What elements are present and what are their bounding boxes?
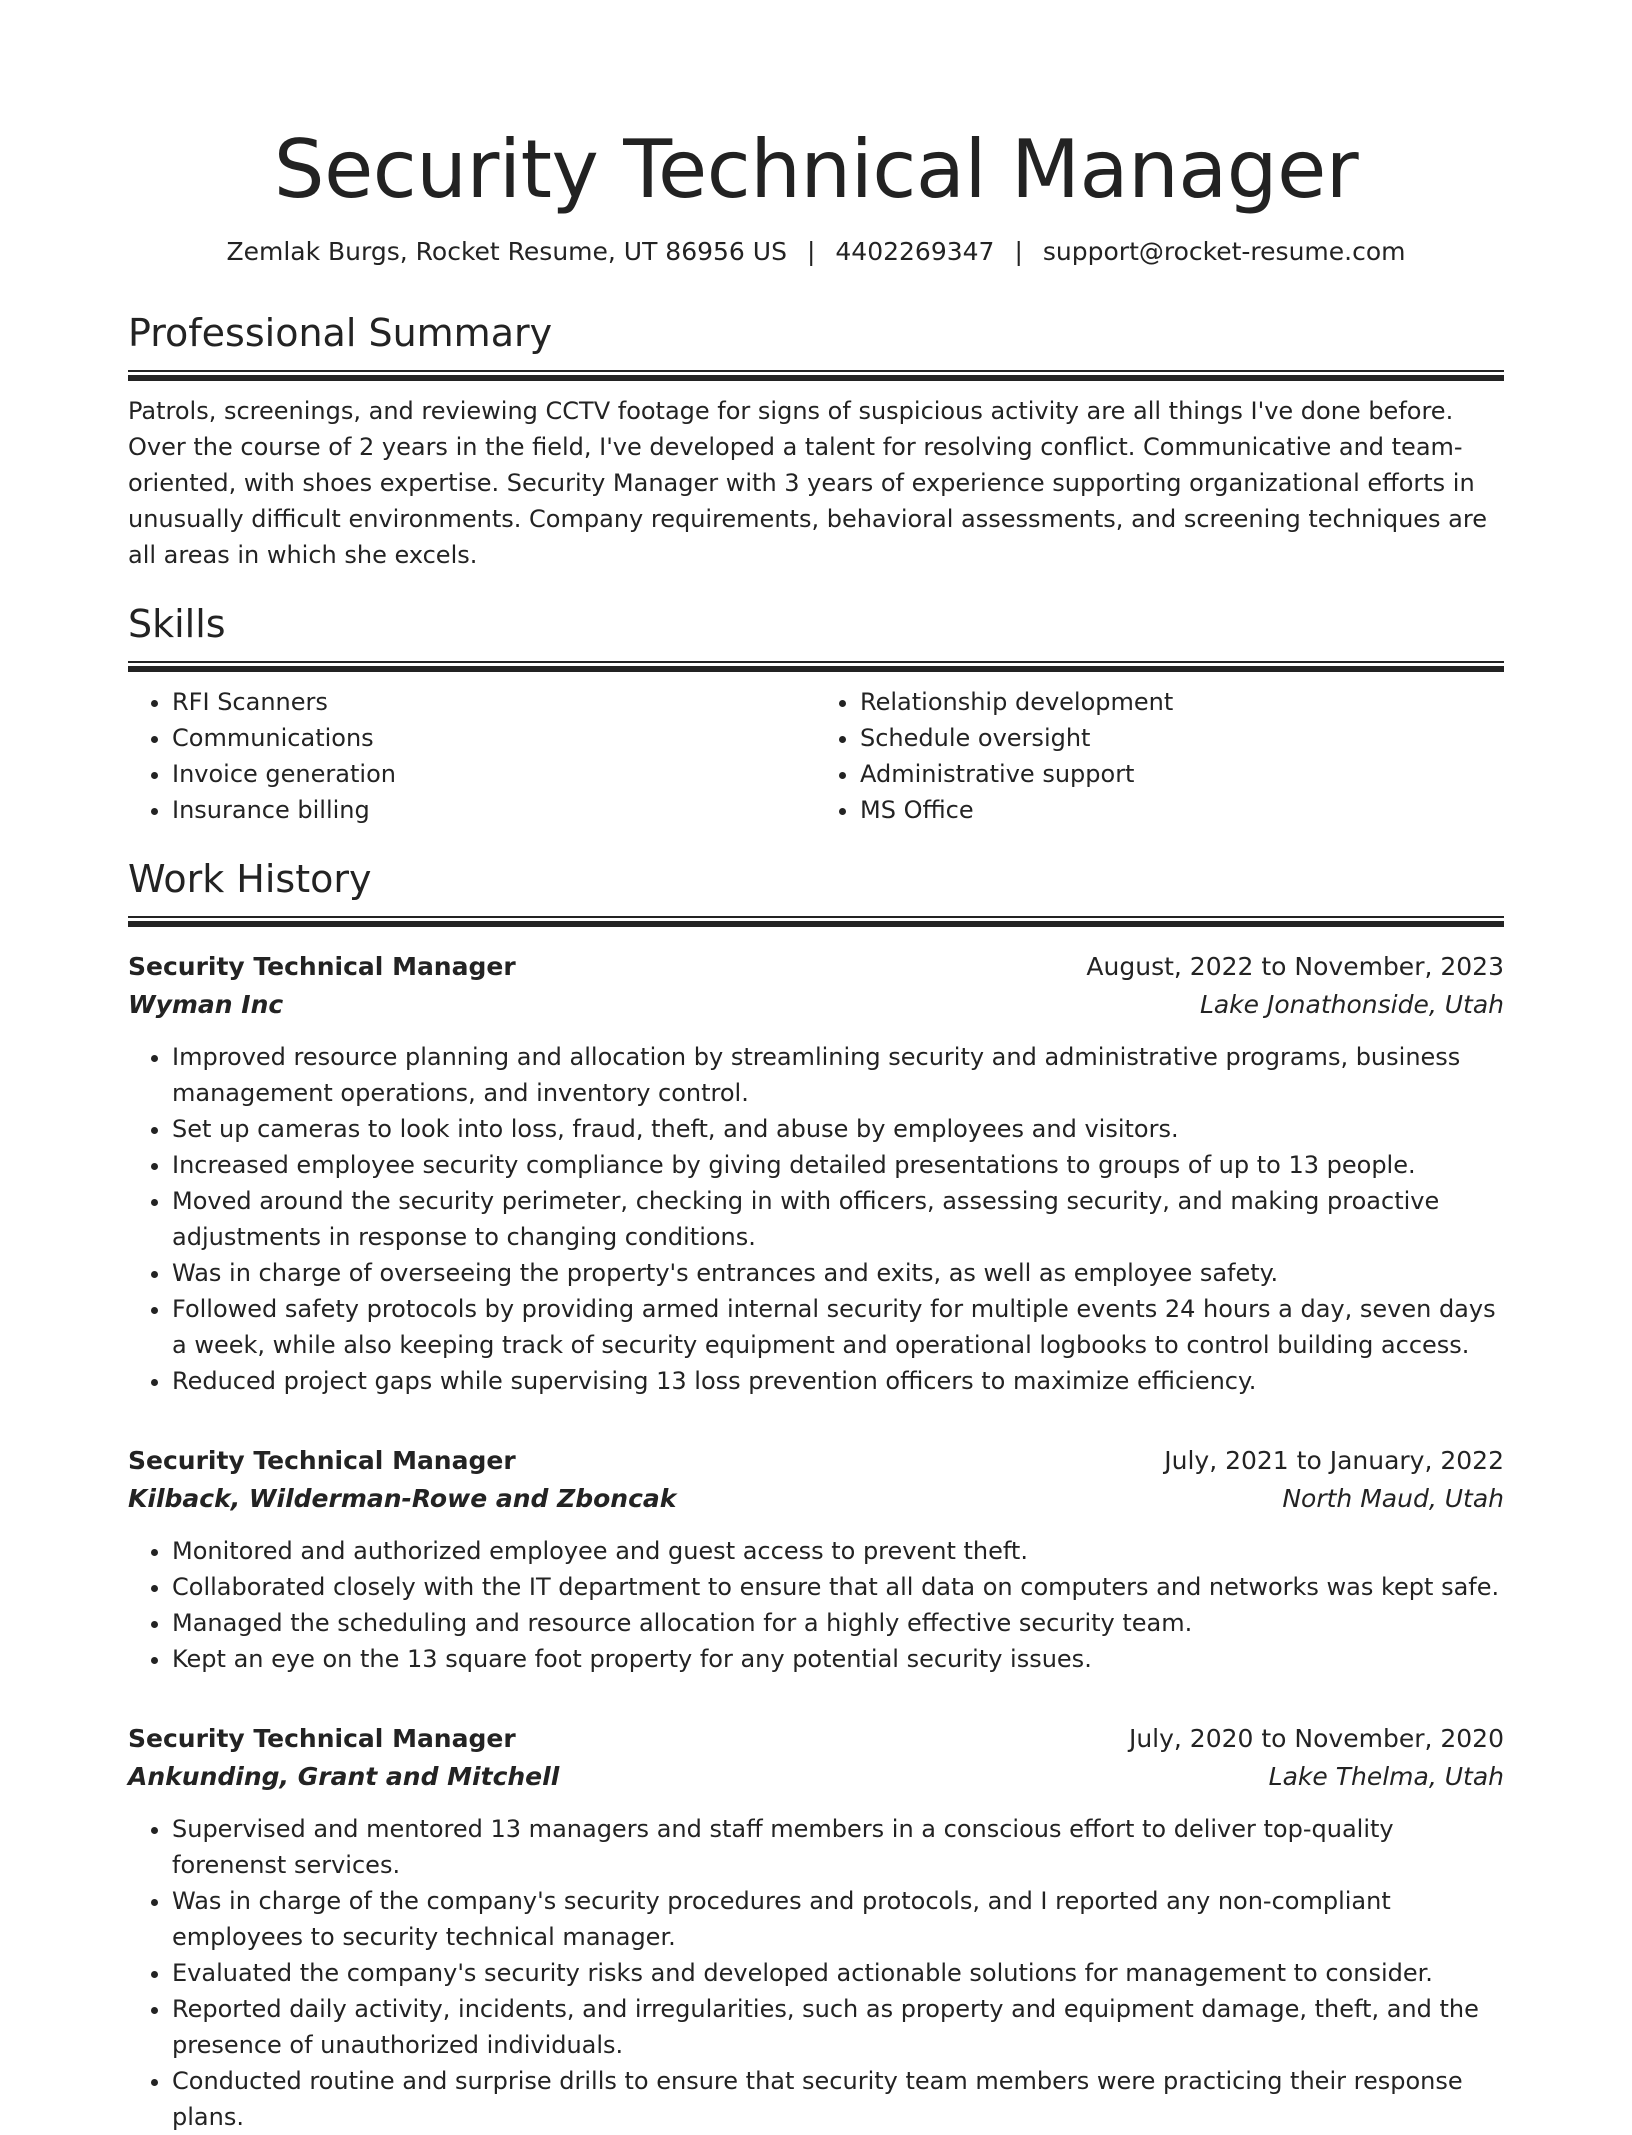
job-bullets <box>128 1811 1504 2135</box>
job-location: Lake Jonathonside, Utah <box>1199 990 1504 1019</box>
job-bullets <box>128 1039 1504 1399</box>
job-bullet: • Improved resource planning and allocation by streamlining security and administrative programs, business management operations, and inventory control. <box>172 1039 1504 1111</box>
job-bullet: • Was in charge of overseeing the property's entrances and exits, as well as employee safety. <box>172 1255 1504 1291</box>
contact-email: support@rocket-resume.com <box>1042 237 1406 266</box>
section-divider <box>128 916 1504 927</box>
skill-item: • Relationship development <box>860 684 1504 720</box>
job-bullet: • Was in charge of the company's security procedures and protocols, and I reported any non-compliant employees to security technical manager. <box>172 1883 1504 1955</box>
job-dates: August, 2022 to November, 2023 <box>1086 952 1504 981</box>
contact-separator: | <box>1014 237 1023 266</box>
skills-column-left <box>128 684 816 828</box>
page-title: Security Technical Manager <box>273 123 1359 216</box>
skill-item: • Invoice generation <box>172 756 816 792</box>
job-entry <box>128 1721 1504 2135</box>
skill-item: • Administrative support <box>860 756 1504 792</box>
summary-text: Patrols, screenings, and reviewing CCTV footage for signs of suspicious activity are all things I've done before. Over the course of 2 years in the field, I've developed a talent for resolving conflict. Communicative and team-oriented, with shoes expertise. Security Manager with 3 years of experience supporting organizational efforts in unusually difficult environments. Company requirements, behavioral assessments, and screening techniques are all areas in which she excels. <box>128 397 1487 569</box>
job-location: North Maud, Utah <box>1282 1484 1504 1513</box>
job-bullet: • Evaluated the company's security risks and developed actionable solutions for management to consider. <box>172 1955 1504 1991</box>
job-company: Wyman Inc <box>128 990 284 1019</box>
job-bullets <box>128 1533 1504 1677</box>
job-location: Lake Thelma, Utah <box>1268 1762 1504 1791</box>
job-title: Security Technical Manager <box>128 1446 516 1475</box>
job-subheader <box>128 985 1504 1025</box>
job-dates: July, 2020 to November, 2020 <box>1128 1724 1504 1753</box>
skills-section <box>128 601 1504 828</box>
job-bullet: • Followed safety protocols by providing armed internal security for multiple events 24 hours a day, seven days a week, while also keeping track of security equipment and operational logbooks to control building access. <box>172 1291 1504 1363</box>
section-title-skills: Skills <box>128 602 226 646</box>
section-divider <box>128 661 1504 672</box>
job-bullet: • Moved around the security perimeter, checking in with officers, assessing security, and making proactive adjustments in response to changing conditions. <box>172 1183 1504 1255</box>
job-bullet: • Managed the scheduling and resource allocation for a highly effective security team. <box>172 1605 1504 1641</box>
job-bullet: • Conducted routine and surprise drills to ensure that security team members were practicing their response plans. <box>172 2063 1504 2135</box>
job-entry <box>128 949 1504 1399</box>
job-header <box>128 1721 1504 1757</box>
skill-item: • RFI Scanners <box>172 684 816 720</box>
contact-address: Zemlak Burgs, Rocket Resume, UT 86956 US <box>226 237 787 266</box>
section-title-summary: Professional Summary <box>128 311 553 355</box>
contact-phone: 4402269347 <box>835 237 995 266</box>
job-subheader <box>128 1757 1504 1797</box>
professional-summary-section <box>128 310 1504 573</box>
job-title: Security Technical Manager <box>128 1724 516 1753</box>
resume-header <box>128 0 1504 268</box>
job-bullet: • Reduced project gaps while supervising 13 loss prevention officers to maximize efficiency. <box>172 1363 1504 1399</box>
skill-item: • Insurance billing <box>172 792 816 828</box>
job-bullet: • Supervised and mentored 13 managers and staff members in a conscious effort to deliver top-quality forenenst services. <box>172 1811 1504 1883</box>
job-company: Kilback, Wilderman-Rowe and Zboncak <box>128 1484 677 1513</box>
skill-item: • Communications <box>172 720 816 756</box>
contact-line <box>128 236 1504 268</box>
job-entry <box>128 1443 1504 1677</box>
work-history-section <box>128 856 1504 2135</box>
job-bullet: • Reported daily activity, incidents, and irregularities, such as property and equipment damage, theft, and the presence of unauthorized individuals. <box>172 1991 1504 2063</box>
job-bullet: • Monitored and authorized employee and guest access to prevent theft. <box>172 1533 1504 1569</box>
job-company: Ankunding, Grant and Mitchell <box>128 1762 560 1791</box>
job-header <box>128 1443 1504 1479</box>
skills-column-right <box>816 684 1504 828</box>
job-title: Security Technical Manager <box>128 952 516 981</box>
contact-separator: | <box>806 237 816 266</box>
skill-item: • Schedule oversight <box>860 720 1504 756</box>
section-divider <box>128 370 1504 381</box>
skill-item: • MS Office <box>860 792 1504 828</box>
job-bullet: • Increased employee security compliance by giving detailed presentations to groups of up to 13 people. <box>172 1147 1504 1183</box>
job-bullet: • Collaborated closely with the IT department to ensure that all data on computers and networks was kept safe. <box>172 1569 1504 1605</box>
job-header <box>128 949 1504 985</box>
skills-grid <box>128 684 1504 828</box>
job-bullet: • Set up cameras to look into loss, fraud, theft, and abuse by employees and visitors. <box>172 1111 1504 1147</box>
job-dates: July, 2021 to January, 2022 <box>1164 1446 1504 1475</box>
section-title-work-history: Work History <box>128 857 372 901</box>
job-subheader <box>128 1479 1504 1519</box>
job-bullet: • Kept an eye on the 13 square foot property for any potential security issues. <box>172 1641 1504 1677</box>
